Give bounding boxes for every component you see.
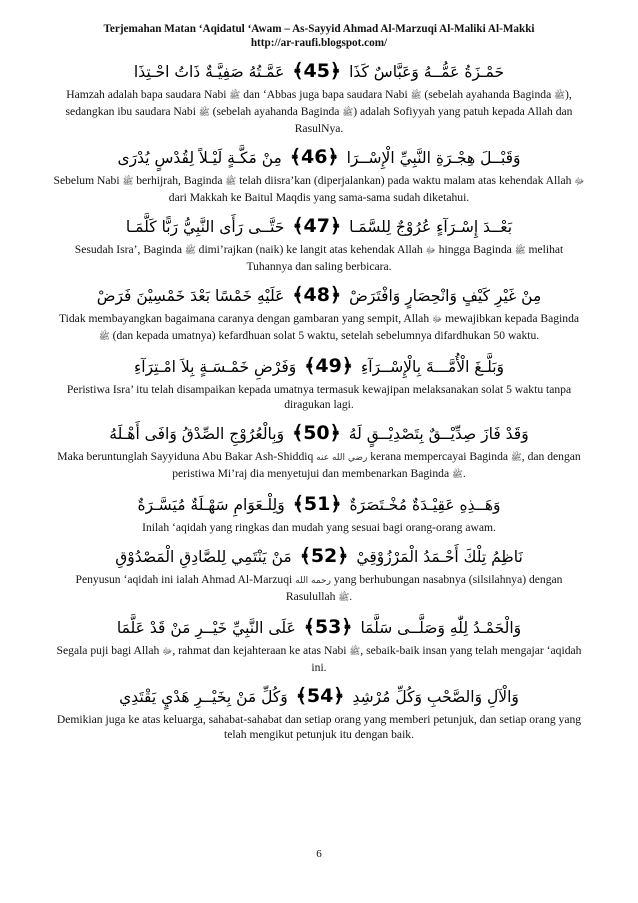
translation-segment: ) adalah Sofiyyah yang patuh kepada Allah dan RasulNya. bbox=[294, 105, 573, 135]
translation-segment: ), sedangkan ibu saudara Nabi bbox=[65, 88, 572, 118]
ornate-bracket-close-icon: ﴾ bbox=[292, 493, 304, 515]
honorific-glyph-icon: ﷻ bbox=[162, 647, 173, 657]
translation-segment: Inilah ‘aqidah yang ringkas dan mudah yang sesuai bagi orang-orang awam. bbox=[142, 521, 496, 534]
translation-segment: Maka beruntunglah Sayyiduna Abu Bakar Ash-Shiddiq bbox=[57, 450, 317, 463]
translation-segment: Hamzah adalah bapa saudara Nabi bbox=[66, 88, 230, 101]
translation-segment: , dan dengan peristiwa Mi’raj dia menyetujui dan membenarkan Baginda bbox=[172, 450, 581, 480]
translation-segment: , rahmat dan kejahteraan ke atas Nabi bbox=[172, 644, 350, 657]
honorific-glyph-icon: رحمه الله bbox=[295, 576, 331, 586]
arabic-verse-line bbox=[56, 418, 582, 449]
verse-right-hemistich: نَاظِمُ تِلْكَ أَحْـمَدُ الْمَرْزُوْقِيْ bbox=[356, 548, 523, 566]
verse-left-hemistich: حَتَّــى رَأَى النَّبِيُّ رَبًّا كَلَّمَـا bbox=[125, 218, 285, 236]
verse-right-hemistich: مِنْ غَيْرِ كَيْفٍ وَانْحِصَارٍ وَافْتَرَضْ bbox=[349, 287, 542, 305]
ornate-bracket-open-icon: ﴿ bbox=[329, 422, 341, 444]
arabic-verse-line bbox=[56, 142, 582, 173]
arabic-verse-line bbox=[56, 681, 582, 712]
header-title: Terjemahan Matan ‘Aqidatul ‘Awam – As-Sayyid Ahmad Al-Marzuqi Al-Maliki Al-Makki bbox=[103, 23, 535, 35]
verse-right-hemistich: بَعْــدَ إِسْـرَآءٍ عُرُوْجٌ لِلسَّمَـا bbox=[349, 218, 513, 236]
verse-block bbox=[56, 489, 582, 535]
translation-text bbox=[53, 712, 585, 742]
ornate-bracket-close-icon: ﴾ bbox=[303, 616, 315, 638]
translation-segment: berhijrah, Baginda bbox=[133, 174, 226, 187]
honorific-glyph-icon: ﷺ bbox=[338, 593, 350, 603]
ornate-bracket-open-icon: ﴿ bbox=[329, 284, 342, 306]
arabic-verse-line bbox=[56, 612, 582, 643]
verse-number bbox=[296, 681, 345, 711]
arabic-verse-line bbox=[56, 541, 582, 572]
translation-text bbox=[53, 87, 585, 136]
verse-number-value: 50 bbox=[303, 422, 330, 444]
translation-segment: Peristiwa Isra’ itu telah disampaikan kepada umatnya termasuk kewajipan melaksanakan solat 5 waktu tanpa diragukan lagi. bbox=[66, 383, 572, 411]
translation-text bbox=[53, 643, 585, 675]
honorific-glyph-icon: ﷻ bbox=[432, 315, 443, 325]
honorific-glyph-icon: ﷺ bbox=[510, 453, 522, 463]
translation-text bbox=[53, 382, 585, 412]
verse-block bbox=[56, 612, 582, 675]
header-url: http://ar-raufi.blogspot.com/ bbox=[250, 37, 388, 49]
verse-number-value: 49 bbox=[315, 355, 342, 377]
verse-number bbox=[292, 418, 341, 448]
ornate-bracket-open-icon: ﴿ bbox=[341, 355, 353, 377]
verse-number-value: 52 bbox=[310, 545, 338, 567]
verse-left-hemistich: وَبِالْعُرُوْجِ الصِّدْقُ وَافَى أَهْـلَهُ bbox=[109, 425, 285, 443]
honorific-glyph-icon: ﷺ bbox=[198, 108, 210, 118]
verse-number-value: 47 bbox=[303, 215, 330, 237]
verse-number bbox=[290, 142, 339, 172]
verse-block bbox=[56, 211, 582, 274]
translation-text bbox=[53, 449, 585, 483]
verse-left-hemistich: عَلَى النَّبِيِّ خَيْــرِ مَنْ قَدْ عَلَّمَا bbox=[116, 619, 296, 637]
ornate-bracket-close-icon: ﴾ bbox=[289, 146, 301, 168]
translation-segment: (sebelah ayahanda Baginda bbox=[209, 105, 343, 118]
honorific-glyph-icon: ﷺ bbox=[342, 108, 354, 118]
translation-segment: . bbox=[349, 590, 353, 603]
honorific-glyph-icon: ﷺ bbox=[452, 470, 463, 480]
verse-list bbox=[53, 56, 585, 742]
translation-text bbox=[53, 520, 585, 535]
verse-block bbox=[56, 56, 582, 136]
honorific-glyph-icon: ﷺ bbox=[98, 332, 110, 342]
translation-segment: mewajibkan kepada Baginda bbox=[442, 312, 580, 325]
translation-segment: Sebelum Nabi bbox=[53, 174, 123, 187]
ornate-bracket-open-icon: ﴿ bbox=[333, 685, 345, 707]
translation-segment: Sesudah Isra’, Baginda bbox=[74, 243, 185, 256]
ornate-bracket-open-icon: ﴿ bbox=[327, 146, 339, 168]
translation-text bbox=[53, 311, 585, 345]
verse-block bbox=[56, 418, 582, 483]
ornate-bracket-close-icon: ﴾ bbox=[304, 355, 316, 377]
ornate-bracket-close-icon: ﴾ bbox=[299, 545, 311, 567]
verse-number bbox=[300, 541, 349, 571]
verse-number bbox=[304, 612, 353, 642]
verse-left-hemistich: وَفَرْضِ خَمْـسَـةٍ بِلاَ امْـتِرَآءِ bbox=[133, 358, 297, 376]
honorific-glyph-icon: ﷺ bbox=[225, 177, 237, 187]
translation-segment: Tidak membayangkan bagaimana caranya dengan gambaran yang sempit, Allah bbox=[58, 312, 433, 325]
verse-number-value: 45 bbox=[303, 60, 330, 82]
honorific-glyph-icon: ﷻ bbox=[574, 177, 585, 187]
ornate-bracket-close-icon: ﴾ bbox=[295, 685, 307, 707]
honorific-glyph-icon: ﷺ bbox=[554, 91, 565, 101]
verse-number bbox=[292, 56, 341, 86]
verse-right-hemistich: وَهَــذِهِ عَقِيْـدَةٌ مُخْـتَصَرَةٌ bbox=[349, 496, 501, 514]
verse-number bbox=[293, 489, 342, 519]
translation-segment: (dan kepada umatnya) kefardhuan solat 5 waktu, setelah sebelumnya difardhukan 50 waktu. bbox=[109, 329, 540, 342]
arabic-verse-line bbox=[56, 56, 582, 87]
translation-segment: kerana mempercayai Baginda bbox=[367, 450, 511, 463]
arabic-verse-line bbox=[56, 351, 582, 382]
ornate-bracket-open-icon: ﴿ bbox=[329, 60, 342, 82]
verse-left-hemistich: وَلِلْـعَوَامِ سَهْـلَةٌ مُيَسَّـرَةٌ bbox=[137, 496, 285, 514]
ornate-bracket-close-icon: ﴾ bbox=[292, 422, 304, 444]
verse-right-hemistich: وَقَدْ فَازَ صِدِّيْــقٌ بِتَصْدِيْــقٍ لَهُ bbox=[348, 425, 529, 443]
ornate-bracket-open-icon: ﴿ bbox=[329, 215, 342, 237]
verse-block bbox=[56, 280, 582, 345]
verse-right-hemistich: وَبَلَّـغَ الْأُمَّـــةَ بِالْإِسْــرَآءِ bbox=[360, 358, 505, 376]
verse-block bbox=[56, 351, 582, 412]
translation-segment: . bbox=[462, 467, 466, 480]
verse-number-value: 51 bbox=[303, 493, 331, 515]
ornate-bracket-open-icon: ﴿ bbox=[337, 545, 349, 567]
honorific-glyph-icon: ﷺ bbox=[349, 647, 361, 657]
translation-segment: , sebaik-baik insan yang telah mengajar ‘aqidah ini. bbox=[311, 644, 582, 674]
ornate-bracket-close-icon: ﴾ bbox=[292, 215, 304, 237]
arabic-verse-line bbox=[56, 489, 582, 520]
verse-right-hemistich: وَقَبْــلَ هِجْـرَةِ النَّبِيِّ الْإِسْــرَا bbox=[346, 149, 521, 167]
verse-right-hemistich: حَمْـزَةُ عَمُّــهُ وَعَبَّاسٌ كَذَا bbox=[349, 63, 505, 81]
arabic-verse-line bbox=[56, 211, 582, 242]
arabic-verse-line bbox=[56, 280, 582, 311]
ornate-bracket-close-icon: ﴾ bbox=[292, 284, 304, 306]
verse-right-hemistich: وَالْآلِ وَالصَّحْبِ وَكُلِّ مُرْشِدِ bbox=[352, 688, 519, 706]
honorific-glyph-icon: ﷻ bbox=[425, 246, 436, 256]
honorific-glyph-icon: ﷺ bbox=[229, 91, 241, 101]
verse-left-hemistich: مِنْ مَكَّـةٍ لَيْـلاً لِقُدْسٍ يُدْرَى bbox=[117, 149, 282, 167]
honorific-glyph-icon: رضي الله عنه bbox=[316, 453, 368, 463]
ornate-bracket-open-icon: ﴿ bbox=[341, 616, 353, 638]
translation-segment: (sebelah ayahanda Baginda bbox=[421, 88, 555, 101]
verse-number-value: 46 bbox=[301, 146, 328, 168]
verse-left-hemistich: عَلَيْهِ خَمْسًا بَعْدَ خَمْسِيْنَ فَرَضْ bbox=[96, 287, 285, 305]
translation-segment: hingga Baginda bbox=[435, 243, 515, 256]
translation-segment: Demikian juga ke atas keluarga, sahabat-sahabat dan setiap orang yang memberi petunjuk, dan setiap orang yang telah mengikut petunjuk itu dengan baik. bbox=[56, 713, 582, 741]
verse-block bbox=[56, 541, 582, 606]
ornate-bracket-close-icon: ﴾ bbox=[292, 60, 304, 82]
verse-left-hemistich: مَنْ يَنْتَمِي لِلصَّادِقِ الْمَصْدُوْقِ bbox=[115, 548, 292, 566]
verse-number-value: 53 bbox=[314, 616, 342, 638]
translation-text bbox=[53, 242, 585, 274]
translation-segment: dari Makkah ke Baitul Maqdis yang sama-sama sudah diketahui. bbox=[168, 191, 470, 204]
translation-segment: telah diisra’kan (diperjalankan) pada waktu malam atas kehendak Allah bbox=[236, 174, 575, 187]
verse-block bbox=[53, 142, 585, 205]
honorific-glyph-icon: ﷺ bbox=[122, 177, 134, 187]
translation-text bbox=[53, 173, 585, 205]
verse-number bbox=[292, 280, 341, 310]
verse-number-value: 54 bbox=[306, 685, 334, 707]
verse-left-hemistich: وَكُلِّ مَنْ بِخَيْــرِ هَدْيٍ يَقْتَدِي bbox=[119, 688, 288, 706]
verse-number bbox=[304, 351, 353, 381]
translation-segment: dimi’rajkan (naik) ke langit atas kehendak Allah bbox=[195, 243, 426, 256]
translation-segment: dan ‘Abbas juga bapa saudara Nabi bbox=[240, 88, 411, 101]
translation-segment: Segala puji bagi Allah bbox=[56, 644, 163, 657]
honorific-glyph-icon: ﷺ bbox=[410, 91, 422, 101]
honorific-glyph-icon: ﷺ bbox=[184, 246, 196, 256]
verse-number-value: 48 bbox=[303, 284, 330, 306]
verse-left-hemistich: عَمَّـتُهُ صَفِيَّـةٌ ذَاتُ احْـتِذَا bbox=[133, 63, 285, 81]
translation-segment: Penyusun ‘aqidah ini ialah Ahmad Al-Marzuqi bbox=[75, 573, 296, 586]
verse-right-hemistich: وَالْحَمْـدُ لِلّٰهِ وَصَلَّــى سَلَّمَا bbox=[360, 619, 522, 637]
verse-number bbox=[292, 211, 341, 241]
verse-block bbox=[56, 681, 582, 742]
translation-segment: yang berhubungan nasabnya (silsilahnya) dengan Rasulullah bbox=[285, 573, 563, 603]
translation-segment: melihat Tuhannya dan saling berbicara. bbox=[246, 243, 564, 273]
ornate-bracket-open-icon: ﴿ bbox=[330, 493, 342, 515]
translation-text bbox=[53, 572, 585, 606]
page-number: 6 bbox=[316, 848, 322, 860]
honorific-glyph-icon: ﷺ bbox=[514, 246, 526, 256]
